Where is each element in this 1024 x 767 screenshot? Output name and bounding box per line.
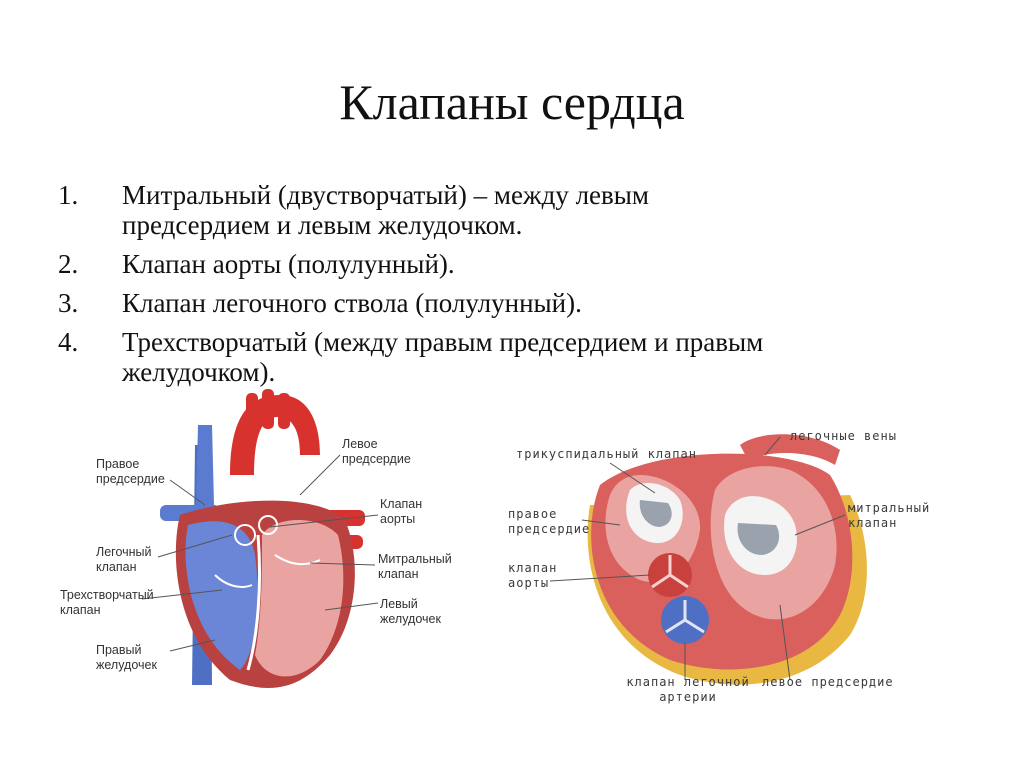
list-item <box>58 288 938 318</box>
label-right-atrium-top <box>508 507 590 537</box>
label-mitral-valve <box>378 552 452 582</box>
label-line: правое <box>508 507 558 521</box>
slide-title: Клапаны сердца <box>339 74 685 130</box>
valves-top-view-figure <box>490 415 960 715</box>
list-text-line: предсердием и левым желудочком. <box>122 210 523 240</box>
list-text-line: Митральный (двустворчатый) – между левым <box>122 180 650 210</box>
label-pulmonary-artery-valve <box>608 675 768 705</box>
label-aortic-valve-top <box>508 561 557 591</box>
list-item <box>58 180 938 240</box>
label-right-atrium <box>96 457 165 487</box>
label-line: клапан <box>378 567 419 581</box>
label-pulmonary-valve <box>96 545 152 575</box>
label-pulmonary-veins: легочные вены <box>790 429 897 443</box>
list-item <box>58 327 938 387</box>
label-line: клапан легочной <box>626 675 750 689</box>
label-line: аорты <box>508 576 550 590</box>
label-left-ventricle <box>380 597 441 627</box>
label-line: клапан <box>848 516 898 530</box>
label-tricuspid-valve-top: трикуспидальный клапан <box>516 447 697 461</box>
list-number: 2. <box>58 249 79 279</box>
list-text-line: Клапан легочного ствола (полулунный). <box>122 288 582 318</box>
list-number: 1. <box>58 180 79 210</box>
label-tricuspid-valve <box>60 588 154 618</box>
label-line: предсердие <box>342 452 411 466</box>
list-text-line: Клапан аорты (полулунный). <box>122 249 455 279</box>
label-mitral-valve-top <box>848 501 930 531</box>
label-line: клапан <box>508 561 558 575</box>
label-line: желудочек <box>380 612 441 626</box>
label-left-atrium-top: левое предсердие <box>762 675 894 689</box>
heart-section-figure <box>0 385 480 695</box>
list-text-line: желудочком). <box>122 357 276 387</box>
label-line: Трехстворчатый <box>60 588 154 602</box>
label-line: предсердие <box>508 522 591 536</box>
list-number: 4. <box>58 327 79 357</box>
list-number: 3. <box>58 288 79 318</box>
label-line: митральный <box>848 501 931 515</box>
label-line: Правый <box>96 643 142 657</box>
label-line: клапан <box>96 560 137 574</box>
heart-section-illustration <box>0 385 480 695</box>
list-item <box>58 249 938 279</box>
valve-list <box>58 180 938 396</box>
label-left-atrium <box>342 437 411 467</box>
label-line: клапан <box>60 603 101 617</box>
label-right-ventricle <box>96 643 157 673</box>
label-aortic-valve <box>380 497 422 527</box>
label-line: Клапан <box>380 497 423 511</box>
label-line: Легочный <box>96 545 152 559</box>
label-line: Правое <box>96 457 140 471</box>
label-line: Левый <box>380 597 418 611</box>
label-line: артерии <box>659 690 717 704</box>
list-text-line: Трехстворчатый (между правым предсердием и правым <box>122 327 764 357</box>
label-line: Левое <box>342 437 378 451</box>
label-line: аорты <box>380 512 416 526</box>
label-line: желудочек <box>96 658 157 672</box>
label-line: предсердие <box>96 472 165 486</box>
label-line: Митральный <box>378 552 452 566</box>
